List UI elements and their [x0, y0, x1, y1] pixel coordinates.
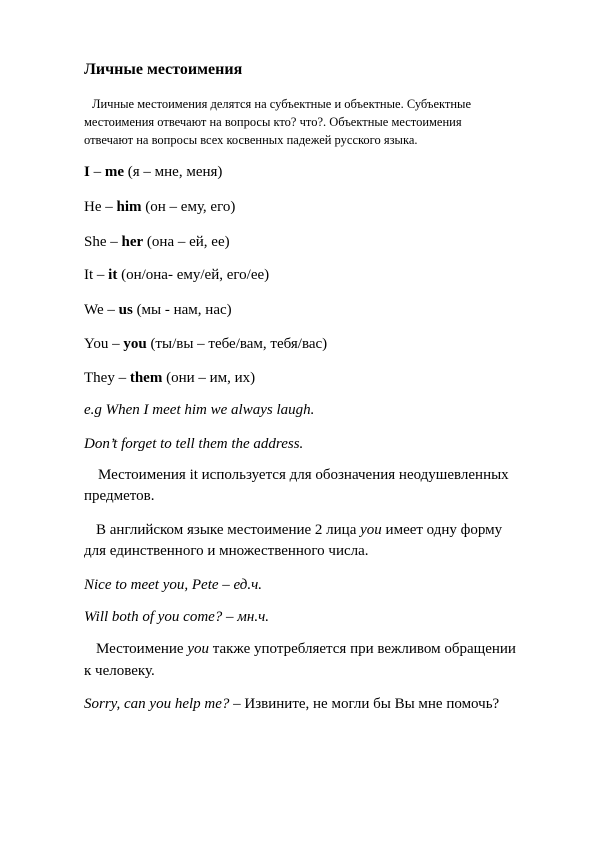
example-sentence-5	[84, 695, 499, 713]
example-sentence-2: Don’t forget to tell them the address.	[84, 436, 304, 452]
dash: –	[103, 302, 119, 318]
object-pronoun: me	[104, 164, 124, 180]
subject-pronoun: He	[84, 199, 102, 215]
translation: (они – им, их)	[162, 370, 256, 386]
object-pronoun: you	[123, 336, 147, 352]
note-polite-line-1	[96, 640, 516, 658]
intro-line-1: Личные местоимения делятся на субъектные и объектные. Субъектные	[92, 97, 471, 111]
pronoun-pair-it	[84, 266, 269, 284]
example-english: Sorry, can you help me?	[84, 696, 230, 712]
dash: –	[101, 199, 117, 215]
note-text: Местоимение	[96, 641, 188, 657]
object-pronoun: it	[108, 267, 118, 283]
note-text: также употребляется при вежливом обращении	[209, 641, 516, 657]
page-title: Личные местоимения	[84, 61, 243, 78]
dash: –	[89, 164, 105, 180]
dash: –	[114, 370, 130, 386]
subject-pronoun: She	[84, 234, 107, 250]
intro-line-2: местоимения отвечают на вопросы кто? что?. Объектные местоимения	[84, 115, 462, 129]
dash: –	[93, 267, 109, 283]
object-pronoun: us	[118, 302, 133, 318]
note-you-line-2: для единственного и множественного числа.	[84, 543, 369, 559]
note-it-line-1: Местоимения it используется для обозначения неодушевленных	[98, 467, 509, 483]
dash: –	[108, 336, 124, 352]
you-word: you	[187, 641, 209, 657]
translation: (она – ей, ее)	[143, 234, 230, 250]
subject-pronoun: I	[84, 164, 90, 180]
pronoun-pair-he	[84, 198, 235, 216]
object-pronoun: him	[116, 199, 142, 215]
pronoun-pair-we	[84, 301, 232, 319]
note-you-line-1	[96, 521, 502, 539]
example-sentence-1: e.g When I meet him we always laugh.	[84, 402, 315, 418]
pronoun-pair-she	[84, 233, 230, 251]
translation: (мы - нам, нас)	[132, 302, 232, 318]
translation: (я – мне, меня)	[124, 164, 223, 180]
translation: (он – ему, его)	[141, 199, 236, 215]
example-russian: – Извините, не могли бы Вы мне помочь?	[229, 696, 500, 712]
translation: (ты/вы – тебе/вам, тебя/вас)	[146, 336, 328, 352]
note-text: имеет одну форму	[381, 522, 503, 538]
pronoun-pair-i	[84, 163, 222, 181]
intro-line-3: отвечают на вопросы всех косвенных падежей русского языка.	[84, 133, 418, 147]
note-text: В английском языке местоимение 2 лица	[96, 522, 361, 538]
you-word: you	[360, 522, 382, 538]
subject-pronoun: We	[84, 302, 104, 318]
subject-pronoun: It	[84, 267, 94, 283]
object-pronoun: her	[121, 234, 144, 250]
pronoun-pair-you	[84, 335, 327, 353]
note-it-line-2: предметов.	[84, 488, 155, 504]
translation: (он/она- ему/ей, его/ее)	[117, 267, 270, 283]
note-polite-line-2: к человеку.	[84, 663, 155, 679]
dash: –	[106, 234, 122, 250]
subject-pronoun: You	[84, 336, 109, 352]
object-pronoun: them	[129, 370, 163, 386]
example-sentence-3: Nice to meet you, Pete – ед.ч.	[84, 577, 263, 593]
subject-pronoun: They	[84, 370, 115, 386]
example-sentence-4: Will both of you come? – мн.ч.	[84, 609, 269, 625]
pronoun-pair-they	[84, 369, 255, 387]
